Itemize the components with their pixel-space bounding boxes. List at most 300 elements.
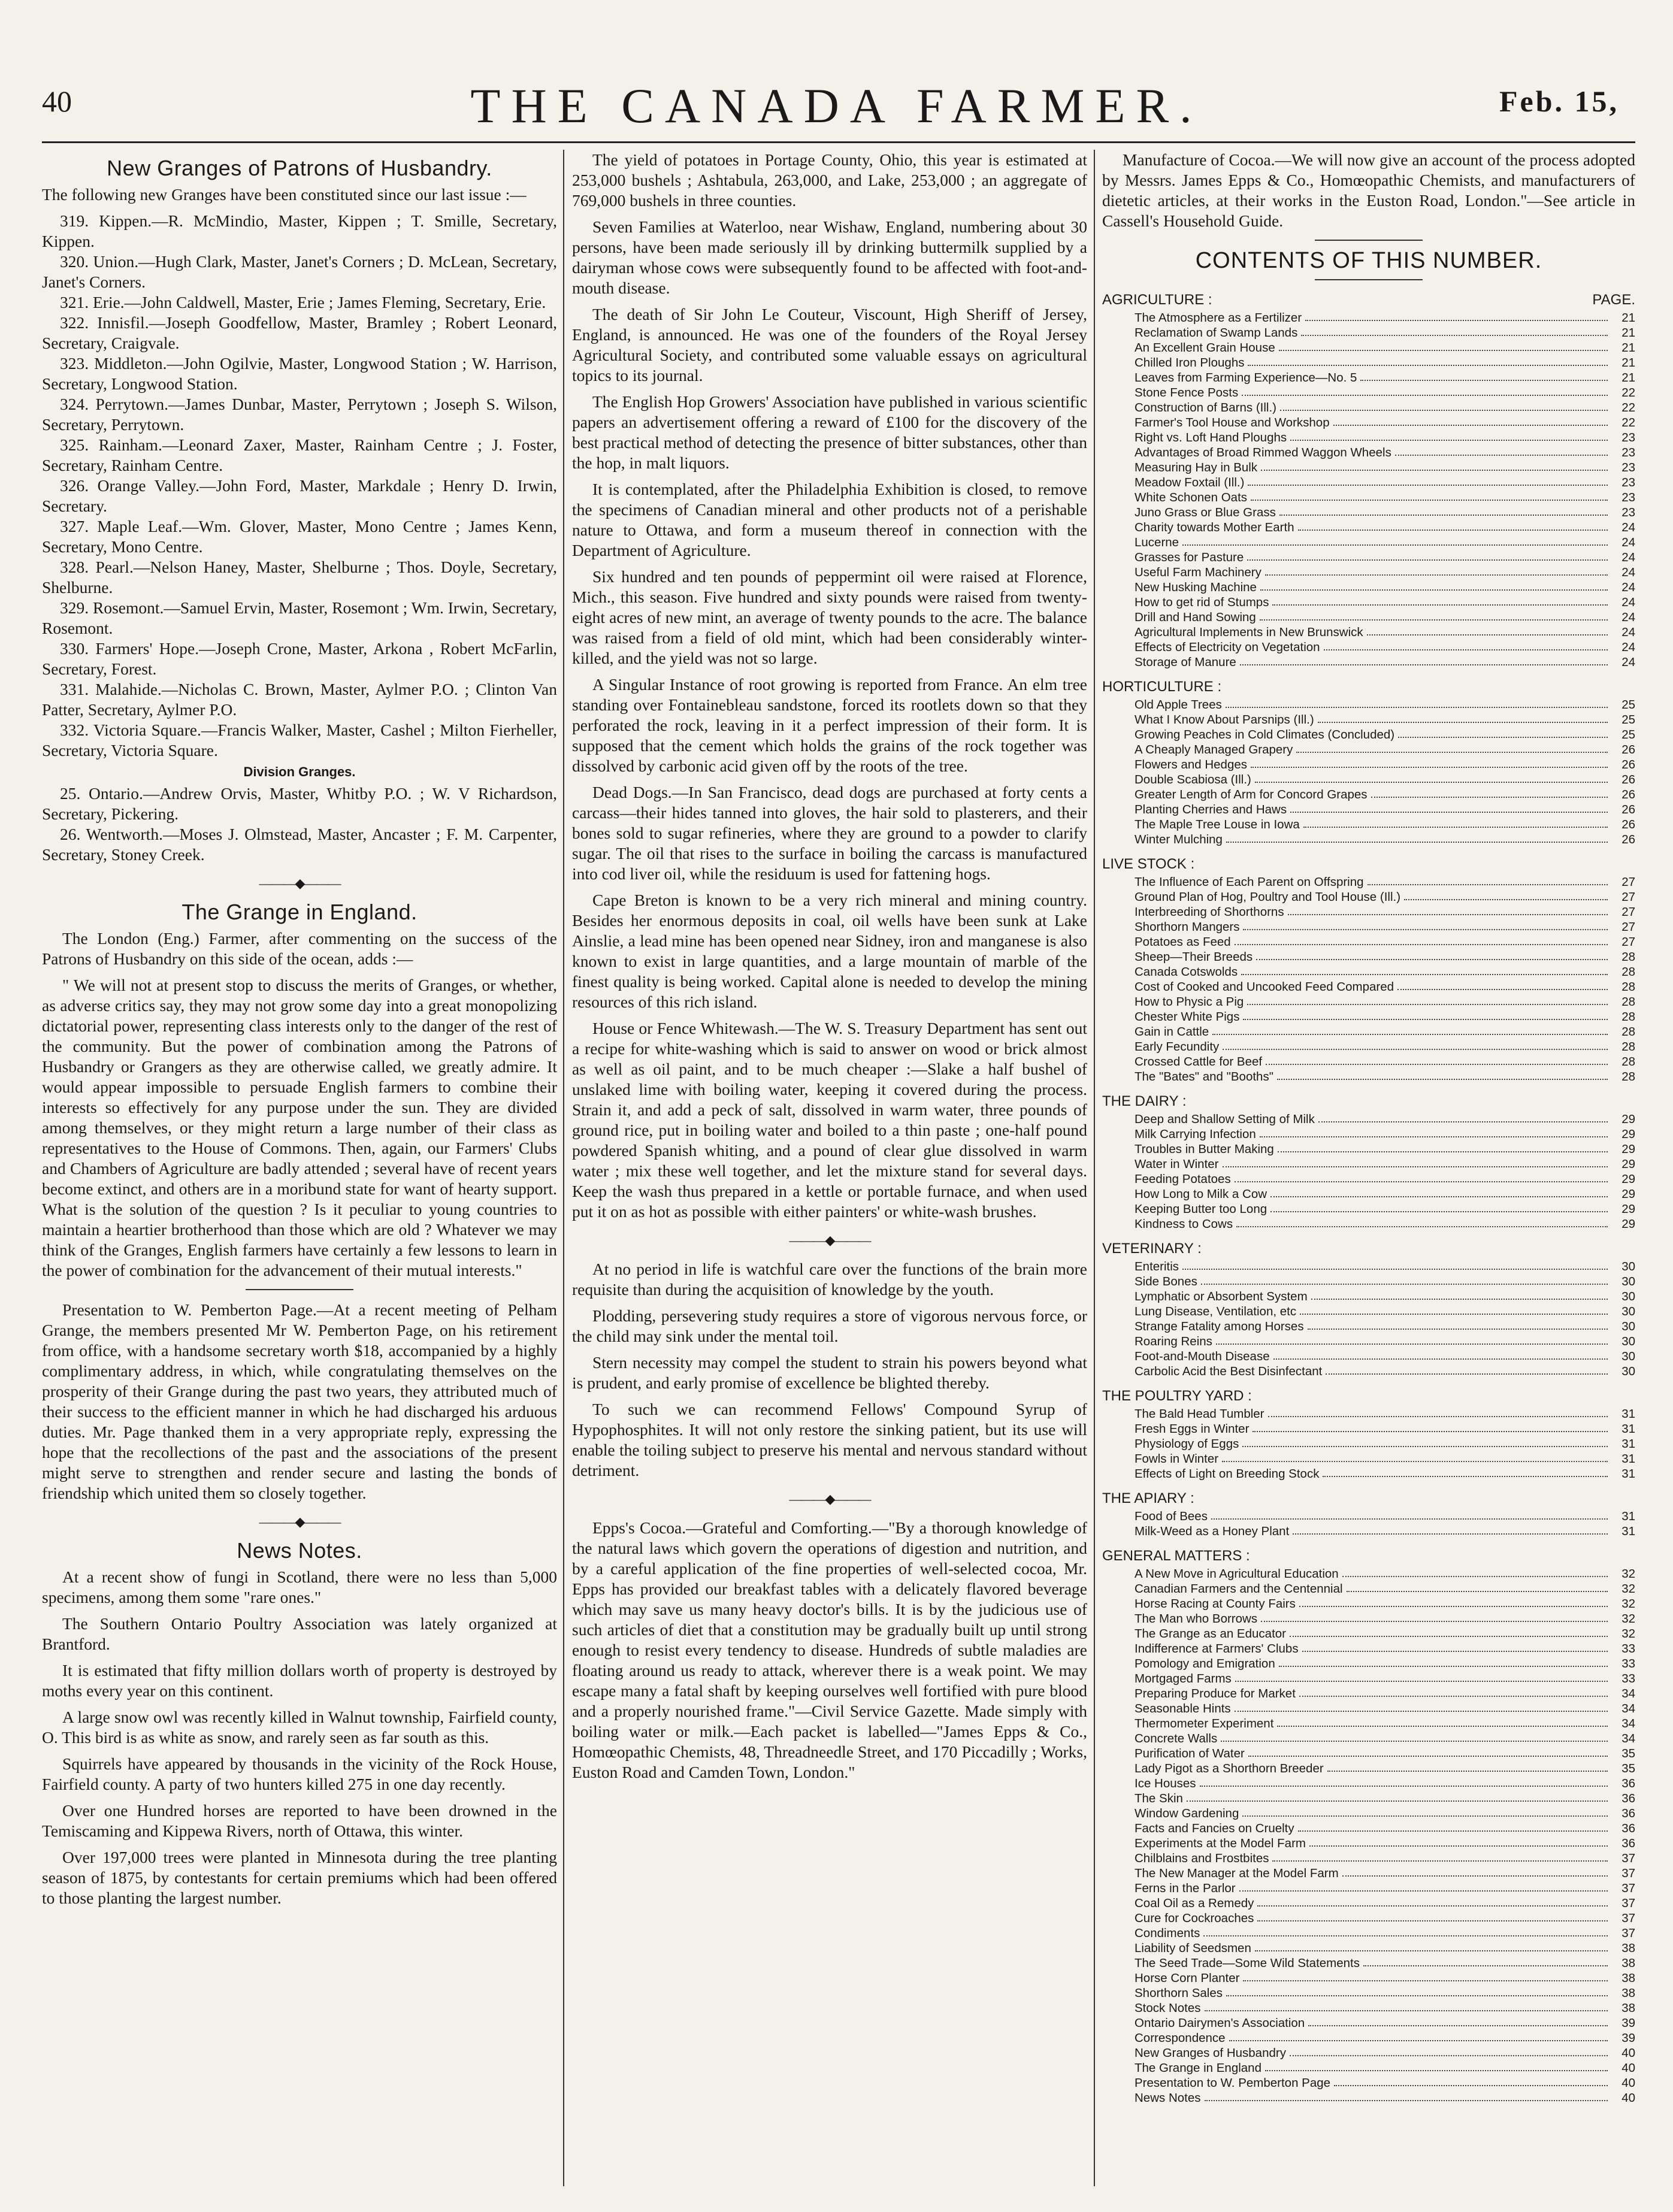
- contents-entry: [1102, 1157, 1635, 1172]
- contents-entry: [1102, 2031, 1635, 2045]
- contents-entry-page: 32: [1621, 1582, 1635, 1596]
- contents-entry-title: Lady Pigot as a Shorthorn Breeder: [1135, 1762, 1324, 1775]
- dot-leader: [1305, 310, 1608, 321]
- contents-entry: [1102, 1451, 1635, 1466]
- contents-entry-title: Interbreeding of Shorthorns: [1135, 905, 1284, 919]
- contents-entry-title: Gain in Cattle: [1135, 1025, 1209, 1039]
- contents-entry-title: The Influence of Each Parent on Offspring: [1135, 875, 1364, 889]
- dot-leader: [1301, 325, 1608, 336]
- contents-entry-title: How Long to Milk a Cow: [1135, 1187, 1267, 1201]
- contents-entry-title: What I Know About Parsnips (Ill.): [1135, 713, 1314, 727]
- contents-entry: [1102, 1656, 1635, 1671]
- contents-entry: [1102, 1851, 1635, 1866]
- contents-entry-title: Facts and Fancies on Cruelty: [1135, 1821, 1294, 1835]
- news-note: Squirrels have appeared by thousands in the vicinity of the Rock House, Fairfield county. A party of two hunters killed 275 in one day recently.: [42, 1754, 557, 1793]
- separator: ———◆———: [789, 1491, 870, 1506]
- contents-entry-page: 33: [1621, 1642, 1635, 1656]
- contents-entry-page: 28: [1621, 1010, 1635, 1024]
- issue-date: Feb. 15,: [1499, 84, 1619, 118]
- contents-entry: [1102, 1524, 1635, 1539]
- contents-entry: [1102, 505, 1635, 520]
- dot-leader: [1265, 2060, 1608, 2071]
- contents-entry: [1102, 817, 1635, 832]
- contents-entry-page: 24: [1621, 565, 1635, 579]
- contents-entry-title: Stone Fence Posts: [1135, 386, 1239, 400]
- contents-entry: [1102, 640, 1635, 655]
- contents-entry-page: 36: [1621, 1777, 1635, 1790]
- dot-leader: [1347, 1581, 1608, 1592]
- dot-leader: [1278, 1142, 1608, 1152]
- contents-entry-page: 23: [1621, 461, 1635, 474]
- contents-entry-title: Shorthorn Mangers: [1135, 920, 1240, 934]
- contents-entry-title: Cure for Cockroaches: [1135, 1911, 1254, 1925]
- contents-entry-page: 32: [1621, 1567, 1635, 1581]
- contents-entry-title: Cost of Cooked and Uncooked Feed Compared: [1135, 980, 1394, 994]
- contents-entry-title: Horse Racing at County Fairs: [1135, 1597, 1296, 1611]
- grange-entry: 319. Kippen.—R. McMindio, Master, Kippen ; T. Smille, Secretary, Kippen.: [42, 211, 557, 250]
- contents-entry-title: Leaves from Farming Experience—No. 5: [1135, 371, 1357, 385]
- grange-entry: 330. Farmers' Hope.—Joseph Crone, Master, Arkona , Robert McFarlin, Secretary, Forest.: [42, 639, 557, 678]
- contents-entry-page: 28: [1621, 1070, 1635, 1084]
- dot-leader: [1248, 475, 1608, 486]
- dot-leader: [1367, 625, 1608, 636]
- contents-entry: [1102, 520, 1635, 535]
- contents-entry-title: Kindness to Cows: [1135, 1217, 1233, 1231]
- contents-entry-title: Concrete Walls: [1135, 1732, 1218, 1745]
- dot-leader: [1308, 1319, 1608, 1330]
- contents-entry-title: Right vs. Loft Hand Ploughs: [1135, 431, 1287, 444]
- contents-entry-page: 24: [1621, 625, 1635, 639]
- contents-entry: [1102, 2075, 1635, 2090]
- contents-entry-title: New Husking Machine: [1135, 580, 1257, 594]
- grange-england-heading: The Grange in England.: [181, 900, 418, 924]
- dot-leader: [1201, 1274, 1608, 1285]
- dot-leader: [1247, 994, 1608, 1005]
- grange-england-intro: The London (Eng.) Farmer, after commenting on the success of the Patrons of Husbandry on this side of the ocean, adds :—: [42, 929, 557, 968]
- dot-leader: [1205, 2001, 1608, 2011]
- contents-entry-title: Keeping Butter too Long: [1135, 1202, 1267, 1216]
- division-grange-entry: 26. Wentworth.—Moses J. Olmstead, Master, Ancaster ; F. M. Carpenter, Secretary, Stoney Creek.: [42, 825, 557, 864]
- contents-entry: [1102, 1986, 1635, 2001]
- contents-entry-page: 36: [1621, 1821, 1635, 1835]
- contents-entry-title: Canadian Farmers and the Centennial: [1135, 1582, 1343, 1596]
- dot-leader: [1273, 1349, 1608, 1360]
- contents-entry-page: 28: [1621, 980, 1635, 994]
- separator: ———◆———: [259, 876, 340, 891]
- dot-leader: [1226, 697, 1608, 708]
- contents-section-name: LIVE STOCK :: [1102, 856, 1195, 872]
- contents-entry-title: The Atmosphere as a Fertilizer: [1135, 311, 1302, 325]
- dot-leader: [1243, 1009, 1608, 1020]
- contents-entry-page: 39: [1621, 2016, 1635, 2030]
- contents-entry-page: 36: [1621, 1792, 1635, 1805]
- contents-entry-title: Crossed Cattle for Beef: [1135, 1055, 1263, 1069]
- contents-entry: [1102, 535, 1635, 550]
- grange-entry: 331. Malahide.—Nicholas C. Brown, Master, Aylmer P.O. ; Clinton Van Patter, Secretary, Aylmer P.O.: [42, 680, 557, 719]
- contents-entry-page: 29: [1621, 1142, 1635, 1156]
- contents-entry-page: 21: [1621, 311, 1635, 325]
- contents-entry: [1102, 325, 1635, 340]
- contents-entry-title: A New Move in Agricultural Education: [1135, 1567, 1339, 1581]
- contents-entry-title: Pomology and Emigration: [1135, 1657, 1275, 1671]
- contents-entry: [1102, 475, 1635, 490]
- dot-leader: [1242, 1436, 1608, 1447]
- contents-entry: [1102, 787, 1635, 802]
- contents-entry: [1102, 400, 1635, 415]
- dot-leader: [1279, 505, 1608, 516]
- contents-entry-title: Troubles in Butter Making: [1135, 1142, 1274, 1156]
- contents-entry: [1102, 1202, 1635, 1217]
- dot-leader: [1248, 1746, 1608, 1757]
- news-notes-list: [42, 1567, 557, 1908]
- contents-entry: [1102, 1566, 1635, 1581]
- contents-entry-page: 28: [1621, 965, 1635, 979]
- column-right: [1102, 150, 1635, 2186]
- contents-entry: [1102, 370, 1635, 385]
- contents-entry-title: News Notes: [1135, 2091, 1201, 2105]
- contents-section-heading: [1102, 854, 1635, 874]
- news-paragraph: To such we can recommend Fellows' Compound Syrup of Hypophosphites. It will not only restore the sinking patient, but its use will enable the toiling subject to preserve his mental and nervous standard without detriment.: [572, 1400, 1087, 1479]
- dot-leader: [1334, 2075, 1608, 2086]
- contents-entry-title: Lung Disease, Ventilation, etc: [1135, 1305, 1297, 1318]
- contents-entry-title: Horse Corn Planter: [1135, 1971, 1240, 1985]
- contents-entry-page: 22: [1621, 401, 1635, 414]
- contents-entry-page: 32: [1621, 1627, 1635, 1641]
- contents-entry-page: 26: [1621, 818, 1635, 831]
- dot-leader: [1302, 1641, 1608, 1652]
- contents-entry-page: 34: [1621, 1702, 1635, 1715]
- contents-entry: [1102, 1926, 1635, 1941]
- contents-entry-page: 28: [1621, 1025, 1635, 1039]
- contents-entry: [1102, 355, 1635, 370]
- dot-leader: [1222, 1451, 1608, 1462]
- contents-entry-page: 31: [1621, 1524, 1635, 1538]
- contents-entry-title: Side Bones: [1135, 1275, 1197, 1288]
- grange-entry: 320. Union.—Hugh Clark, Master, Janet's Corners ; D. McLean, Secretary, Janet's Corners.: [42, 252, 557, 291]
- dot-leader: [1242, 385, 1608, 396]
- contents-entry-page: 40: [1621, 2061, 1635, 2075]
- contents-entry-page: 31: [1621, 1452, 1635, 1466]
- contents-entry-page: 35: [1621, 1762, 1635, 1775]
- contents-entry-title: Physiology of Eggs: [1135, 1437, 1239, 1451]
- contents-entry-title: Ontario Dairymen's Association: [1135, 2016, 1305, 2030]
- contents-entry-title: Chester White Pigs: [1135, 1010, 1240, 1024]
- contents-entry-page: 34: [1621, 1717, 1635, 1730]
- contents-entry: [1102, 994, 1635, 1009]
- news-note: Over one Hundred horses are reported to have been drowned in the Temiscaming and Kippewa Rivers, north of Ottawa, this winter.: [42, 1801, 557, 1840]
- dot-leader: [1221, 1731, 1608, 1742]
- contents-entry-page: 38: [1621, 2001, 1635, 2015]
- grange-entry: 329. Rosemont.—Samuel Ervin, Master, Rosemont ; Wm. Irwin, Secretary, Rosemont.: [42, 598, 557, 637]
- contents-entry: [1102, 2001, 1635, 2016]
- contents-entry-page: 21: [1621, 326, 1635, 340]
- contents-entry-title: Water in Winter: [1135, 1157, 1219, 1171]
- contents-entry: [1102, 1259, 1635, 1274]
- dot-leader: [1299, 1596, 1608, 1607]
- contents-entry-title: Farmer's Tool House and Workshop: [1135, 416, 1330, 429]
- contents-entry: [1102, 1274, 1635, 1289]
- contents-entry: [1102, 460, 1635, 475]
- grange-entry: 321. Erie.—John Caldwell, Master, Erie ; James Fleming, Secretary, Erie.: [60, 293, 546, 311]
- contents-entry: [1102, 1836, 1635, 1851]
- dot-leader: [1205, 2090, 1608, 2101]
- contents-entry: [1102, 1911, 1635, 1926]
- contents-entry-page: 26: [1621, 833, 1635, 846]
- column-left: [42, 150, 557, 2186]
- contents-entry-page: 32: [1621, 1597, 1635, 1611]
- contents-section-name: THE APIARY :: [1102, 1490, 1194, 1506]
- contents-entry: [1102, 904, 1635, 919]
- news-paragraph: Stern necessity may compel the student to strain his powers beyond what is prudent, and early promise of excellence be blighted thereby.: [572, 1353, 1087, 1392]
- contents-entry-title: Effects of Light on Breeding Stock: [1135, 1467, 1320, 1481]
- contents-entry-title: Stock Notes: [1135, 2001, 1201, 2015]
- contents-entry-page: 30: [1621, 1275, 1635, 1288]
- separator: [1315, 240, 1423, 241]
- dot-leader: [1182, 535, 1608, 546]
- dot-leader: [1326, 1364, 1608, 1375]
- contents-entry: [1102, 1054, 1635, 1069]
- contents-entry: [1102, 1172, 1635, 1187]
- epps-cocoa-advert: Epps's Cocoa.—Grateful and Comforting.—"By a thorough knowledge of the natural laws which govern the operations of digestion and nutrition, and by a careful application of the fine properties of well-selected cocoa, Mr. Epps has provided our breakfast tables with a delicately flavored beverage which may save us many heavy doctor's bills. It is by the judicious use of such articles of diet that a constitution may be gradually built up until strong enough to resist every tendency to disease. Hundreds of subtle maladies are floating around us ready to attack, wherever there is a weak point. We may escape many a fatal shaft by keeping ourselves well fortified with pure blood and a properly nourished frame."—Civil Service Gazette. Made simply with boiling water or milk.—Each packet is labelled—"James Epps & Co., Homœopathic Chemists, 48, Threadneedle Street, and 170 Piccadilly ; Works, Euston Road and Camden Town, London.": [572, 1518, 1087, 1781]
- contents-section-heading: [1102, 1488, 1635, 1509]
- contents-entry-title: Liability of Seedsmen: [1135, 1941, 1251, 1955]
- contents-entry-page: 34: [1621, 1732, 1635, 1745]
- contents-entry: [1102, 1761, 1635, 1776]
- contents-entry-page: 23: [1621, 476, 1635, 489]
- contents-entry-page: 29: [1621, 1202, 1635, 1216]
- dot-leader: [1342, 1866, 1608, 1877]
- news-paragraph: At no period in life is watchful care over the functions of the brain more requisite than during the acquisition of knowledge by the youth.: [572, 1260, 1087, 1299]
- news-paragraph: The death of Sir John Le Couteur, Viscount, High Sheriff of Jersey, England, is announced. He was one of the founders of the Royal Jersey Agricultural Society, and contributed some valuable essays on agricultural topics to its journal.: [572, 305, 1087, 385]
- division-granges-list: [42, 783, 557, 865]
- contents-entry: [1102, 1611, 1635, 1626]
- dot-leader: [1187, 1791, 1608, 1802]
- dot-leader: [1247, 550, 1608, 561]
- contents-entry-title: Flowers and Hedges: [1135, 758, 1248, 771]
- contents-entry-page: 21: [1621, 341, 1635, 355]
- contents-entry: [1102, 1581, 1635, 1596]
- contents-entry-title: Correspondence: [1135, 2031, 1226, 2045]
- contents-entry: [1102, 1127, 1635, 1142]
- contents-entry-page: 26: [1621, 788, 1635, 801]
- separator: ———◆———: [259, 1514, 340, 1529]
- contents-entry-page: 24: [1621, 535, 1635, 549]
- contents-entry: [1102, 742, 1635, 757]
- contents-entry-page: 35: [1621, 1747, 1635, 1760]
- grange-entry: 322. Innisfil.—Joseph Goodfellow, Master, Bramley ; Robert Leonard, Secretary, Craigvale.: [42, 313, 557, 352]
- grange-entry: 327. Maple Leaf.—Wm. Glover, Master, Mono Centre ; James Kenn, Secretary, Mono Centre.: [42, 517, 557, 556]
- contents-entry: [1102, 445, 1635, 460]
- dot-leader: [1257, 1896, 1608, 1907]
- contents-entry-page: 28: [1621, 1040, 1635, 1054]
- contents-entry-page: 24: [1621, 550, 1635, 564]
- contents-entry-title: Purification of Water: [1135, 1747, 1245, 1760]
- dot-leader: [1298, 520, 1608, 531]
- dot-leader: [1303, 817, 1608, 828]
- contents-entry: [1102, 727, 1635, 742]
- contents-entry: [1102, 1069, 1635, 1084]
- grange-england-quote: " We will not at present stop to discuss the merits of Granges, or whether, as adverse critics say, they may not grow some day into a great monopolizing dictatorial power, representing class interests only to the danger of the rest of the community. But the power of combination among the Patrons of Husbandry or Grangers as they are otherwise called, we greatly admire. It would appear impossible to persuade English farmers to combine their interests so effectively for any purpose under the sun. They are divided among themselves, or they might return a large number of their class as representatives to the House of Commons. Then, again, our Farmers' Clubs and Chambers of Agriculture are badly attended ; several have of recent years become extinct, and others are in a moribund state for want of hearty support. What is the solution of the question ? Is it peculiar to young countries to maintain a heartier brotherhood than those which are old ? Whatever we may think of the Granges, English farmers have certainly a few lessons to learn in the power of combination for the advancement of their mutual interests.": [42, 976, 557, 1279]
- contents-entry-page: 24: [1621, 580, 1635, 594]
- contents-entry-page: 30: [1621, 1349, 1635, 1363]
- contents-entry-page: 23: [1621, 506, 1635, 519]
- contents-entry: [1102, 1881, 1635, 1896]
- contents-entry-page: 25: [1621, 698, 1635, 712]
- news-paragraph: Six hundred and ten pounds of peppermint oil were raised at Florence, Mich., this season. Five hundred and sixty pounds were raised from twenty-eight acres of new mint, an average of twenty pounds to the acre. The balance was raised from a field of old mint, which had been considerably winter-killed, and the yield was not so large.: [572, 567, 1087, 667]
- news-note: It is estimated that fifty million dollars worth of property is destroyed by moths every year on this continent.: [42, 1661, 557, 1700]
- contents-entry: [1102, 2060, 1635, 2075]
- contents-entry: [1102, 1686, 1635, 1701]
- contents-entry-title: Measuring Hay in Bulk: [1135, 461, 1258, 474]
- dot-leader: [1255, 1941, 1608, 1951]
- contents-section-name: THE POULTRY YARD :: [1102, 1388, 1252, 1404]
- contents-entry-page: 29: [1621, 1112, 1635, 1126]
- news-note: The Southern Ontario Poultry Association was lately organized at Brantford.: [42, 1614, 557, 1653]
- contents-entry-page: 37: [1621, 1851, 1635, 1865]
- contents-entry-title: Preparing Produce for Market: [1135, 1687, 1296, 1700]
- contents-entry-title: Sheep—Their Breeds: [1135, 950, 1253, 964]
- contents-entry-page: 26: [1621, 803, 1635, 816]
- contents-entry-title: Foot-and-Mouth Disease: [1135, 1349, 1270, 1363]
- contents-entry-title: Early Fecundity: [1135, 1040, 1220, 1054]
- news-note: At a recent show of fungi in Scotland, there were no less than 5,000 specimens, among them some "rare ones.": [42, 1568, 557, 1606]
- contents-entry: [1102, 1364, 1635, 1379]
- dot-leader: [1243, 919, 1608, 930]
- contents-entry-page: 38: [1621, 1941, 1635, 1955]
- contents-entry: [1102, 919, 1635, 934]
- contents-entry-title: Advantages of Broad Rimmed Waggon Wheels: [1135, 446, 1391, 459]
- dot-leader: [1182, 1259, 1608, 1270]
- dot-leader: [1280, 400, 1608, 411]
- contents-entry-title: Fowls in Winter: [1135, 1452, 1219, 1466]
- contents-entry-title: The New Manager at the Model Farm: [1135, 1866, 1339, 1880]
- contents-entry-title: Carbolic Acid the Best Disinfectant: [1135, 1364, 1323, 1378]
- dot-leader: [1229, 2031, 1608, 2041]
- granges-list: [42, 211, 557, 761]
- dot-leader: [1226, 832, 1608, 843]
- contents-entry-title: Lucerne: [1135, 535, 1179, 549]
- contents-entry-page: 25: [1621, 713, 1635, 727]
- contents-entry: [1102, 964, 1635, 979]
- contents-entry: [1102, 1806, 1635, 1821]
- contents-section-heading: [1102, 677, 1635, 697]
- page-number: 40: [42, 84, 72, 118]
- contents-entry: [1102, 1039, 1635, 1054]
- contents-entry-title: How to Physic a Pig: [1135, 995, 1244, 1009]
- dot-leader: [1257, 1911, 1608, 1921]
- contents-entry: [1102, 1821, 1635, 1836]
- contents-entry: [1102, 1716, 1635, 1731]
- contents-entry: [1102, 757, 1635, 772]
- contents-entry: [1102, 595, 1635, 610]
- contents-entry-title: Drill and Hand Sowing: [1135, 610, 1256, 624]
- grange-entry: 328. Pearl.—Nelson Haney, Master, Shelburne ; Thos. Doyle, Secretary, Shelburne.: [42, 558, 557, 597]
- contents-entry-title: Food of Bees: [1135, 1509, 1208, 1523]
- news-paragraph: The English Hop Growers' Association have published in various scientific papers an advertisement offering a reward of £100 for the discovery of the best practical method of detecting the presence of bitter substances, other than the hop, in malt liquors.: [572, 392, 1087, 472]
- contents-entry: [1102, 310, 1635, 325]
- contents-entry: [1102, 415, 1635, 430]
- contents-entry: [1102, 565, 1635, 580]
- dot-leader: [1290, 802, 1608, 813]
- news-paragraph: House or Fence Whitewash.—The W. S. Treasury Department has sent out a recipe for white-washing which is said to answer on wood or brick almost as well as oil paint, and to be much cheaper :—Slake a half bushel of unslaked lime with boiling water, keeping it covered during the process. Strain it, and add a peck of salt, dissolved in warm water, three pounds of ground rice, put in boiling water and boiled to a thin paste ; one-half pound powdered Spanish whiting, and a pound of clear glue dissolved in warm water ; mix these well together, and let the mixture stand for several days. Keep the wash thus prepared in a kettle or portable furnace, and when used put it on as hot as possible with either painters' or white-wash brushes.: [572, 1019, 1087, 1221]
- contents-section-heading: [1102, 290, 1635, 310]
- contents-entry-page: 27: [1621, 875, 1635, 889]
- news-notes-heading: News Notes.: [237, 1538, 362, 1563]
- contents-entry: [1102, 1596, 1635, 1611]
- contents-entry: [1102, 1319, 1635, 1334]
- dot-leader: [1309, 1836, 1608, 1847]
- contents-entry: [1102, 1626, 1635, 1641]
- contents-entry-title: The Man who Borrows: [1135, 1612, 1258, 1626]
- contents-section-heading: [1102, 1091, 1635, 1112]
- contents-entry-title: Chilblains and Frostbites: [1135, 1851, 1269, 1865]
- contents-entry-page: 28: [1621, 950, 1635, 964]
- dot-leader: [1251, 490, 1608, 501]
- contents-entry-title: Milk Carrying Infection: [1135, 1127, 1256, 1141]
- contents-entry-page: 23: [1621, 431, 1635, 444]
- contents-entry-page: 27: [1621, 890, 1635, 904]
- middle-articles: [572, 150, 1087, 1222]
- contents-entry-title: Experiments at the Model Farm: [1135, 1836, 1306, 1850]
- dot-leader: [1360, 370, 1608, 381]
- contents-entry-title: Ice Houses: [1135, 1777, 1196, 1790]
- contents-entry-page: 26: [1621, 743, 1635, 757]
- contents-entry: [1102, 889, 1635, 904]
- contents-entry-page: 29: [1621, 1157, 1635, 1171]
- grange-entry: 325. Rainham.—Leonard Zaxer, Master, Rainham Centre ; J. Foster, Secretary, Rainham Centre.: [42, 435, 557, 474]
- dot-leader: [1261, 1611, 1608, 1622]
- news-paragraph: It is contemplated, after the Philadelphia Exhibition is closed, to remove the specimens of Canadian mineral and other products not of a perishable nature to Ottawa, and form a museum thereof in connection with the Department of Agriculture.: [572, 480, 1087, 559]
- dot-leader: [1242, 1806, 1608, 1817]
- contents-entry-page: 27: [1621, 905, 1635, 919]
- grange-entry: 326. Orange Valley.—John Ford, Master, Markdale ; Henry D. Irwin, Secretary.: [42, 476, 557, 515]
- dot-leader: [1342, 1566, 1608, 1577]
- contents-entry-page: 26: [1621, 773, 1635, 786]
- contents-entry: [1102, 550, 1635, 565]
- dot-leader: [1279, 1656, 1608, 1667]
- dot-leader: [1243, 1971, 1608, 1981]
- dot-leader: [1268, 1406, 1608, 1417]
- dot-leader: [1318, 712, 1608, 723]
- dot-leader: [1363, 1956, 1608, 1966]
- dot-leader: [1235, 1701, 1608, 1712]
- contents-entry-title: Greater Length of Arm for Concord Grapes: [1135, 788, 1368, 801]
- dot-leader: [1398, 727, 1608, 738]
- contents-entry-page: 40: [1621, 2091, 1635, 2105]
- separator: [1315, 279, 1423, 280]
- column-middle: [572, 150, 1087, 2186]
- header-rule: [42, 141, 1635, 143]
- contents-entry-page: 31: [1621, 1437, 1635, 1451]
- contents-entry: [1102, 1024, 1635, 1039]
- contents-entry: [1102, 934, 1635, 949]
- contents-entry-title: Window Gardening: [1135, 1806, 1239, 1820]
- dot-leader: [1272, 1851, 1608, 1862]
- dot-leader: [1261, 460, 1608, 471]
- contents-entry-title: Condiments: [1135, 1926, 1200, 1940]
- contents-entry-page: 32: [1621, 1612, 1635, 1626]
- contents-entry-title: Canada Cotswolds: [1135, 965, 1238, 979]
- contents-entry-page: 23: [1621, 446, 1635, 459]
- page-header: [0, 0, 1673, 138]
- contents-entry: [1102, 1436, 1635, 1451]
- contents-entry: [1102, 580, 1635, 595]
- contents-entry-title: Meadow Foxtail (Ill.): [1135, 476, 1245, 489]
- contents-entry: [1102, 1112, 1635, 1127]
- contents-entry: [1102, 832, 1635, 847]
- contents-entry-title: Charity towards Mother Earth: [1135, 521, 1294, 534]
- dot-leader: [1200, 1776, 1608, 1787]
